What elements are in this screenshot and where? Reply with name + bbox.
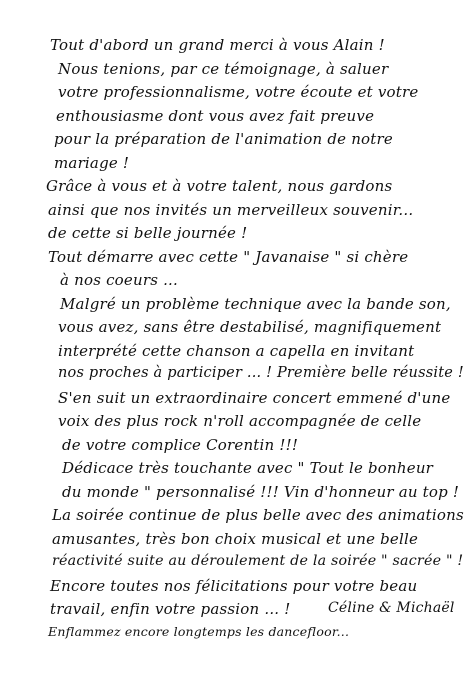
letter-line: du monde " personnalisé !!! Vin d'honneur au top ! [62,482,460,501]
letter-line: votre professionnalisme, votre écoute et votre [58,83,419,101]
letter-line: La soirée continue de plus belle avec des animations [52,506,464,524]
letter-line: enthousiasme dont vous avez fait preuve [56,106,375,125]
signature: Céline & Michaël [328,600,455,616]
postscript: Enflammez encore longtemps les dancefloor... [48,623,350,639]
letter-line: Encore toutes nos félicitations pour votre beau [50,576,418,595]
letter-line: Tout d'abord un grand merci à vous Alain ! [50,36,385,54]
letter-line: amusantes, très bon choix musical et une belle [52,529,419,548]
letter-line: vous avez, sans être destabilisé, magnifiquement [58,318,442,336]
letter-line: Dédicace très touchante avec " Tout le bonheur [62,459,434,477]
letter-line: voix des plus rock n'roll accompagnée de celle [58,412,422,430]
letter-line: à nos coeurs ... [60,271,178,289]
letter-line: Malgré un problème technique avec la bande son, [60,294,451,313]
letter-line: S'en suit un extraordinaire concert emmené d'une [58,388,451,407]
letter-line: Tout démarre avec cette " Javanaise " si chère [48,247,409,266]
letter-line: réactivité suite au déroulement de la soirée " sacrée " ! [52,553,464,569]
letter-line: Grâce à vous et à votre talent, nous gardons [46,177,393,195]
letter-line: Nous tenions, par ce témoignage, à saluer [58,59,389,78]
letter-line: mariage ! [54,153,130,172]
letter-line: de votre complice Corentin !!! [62,435,299,454]
letter-line: de cette si belle journée ! [48,224,248,242]
letter-line: interprété cette chanson a capella en invitant [58,341,415,360]
letter-line: nos proches à participer ... ! Première belle réussite ! [58,365,464,381]
letter-line: ainsi que nos invités un merveilleux souvenir... [48,200,414,219]
letter-line: travail, enfin votre passion ... ! [50,600,291,618]
letter-line: pour la préparation de l'animation de notre [54,130,393,148]
